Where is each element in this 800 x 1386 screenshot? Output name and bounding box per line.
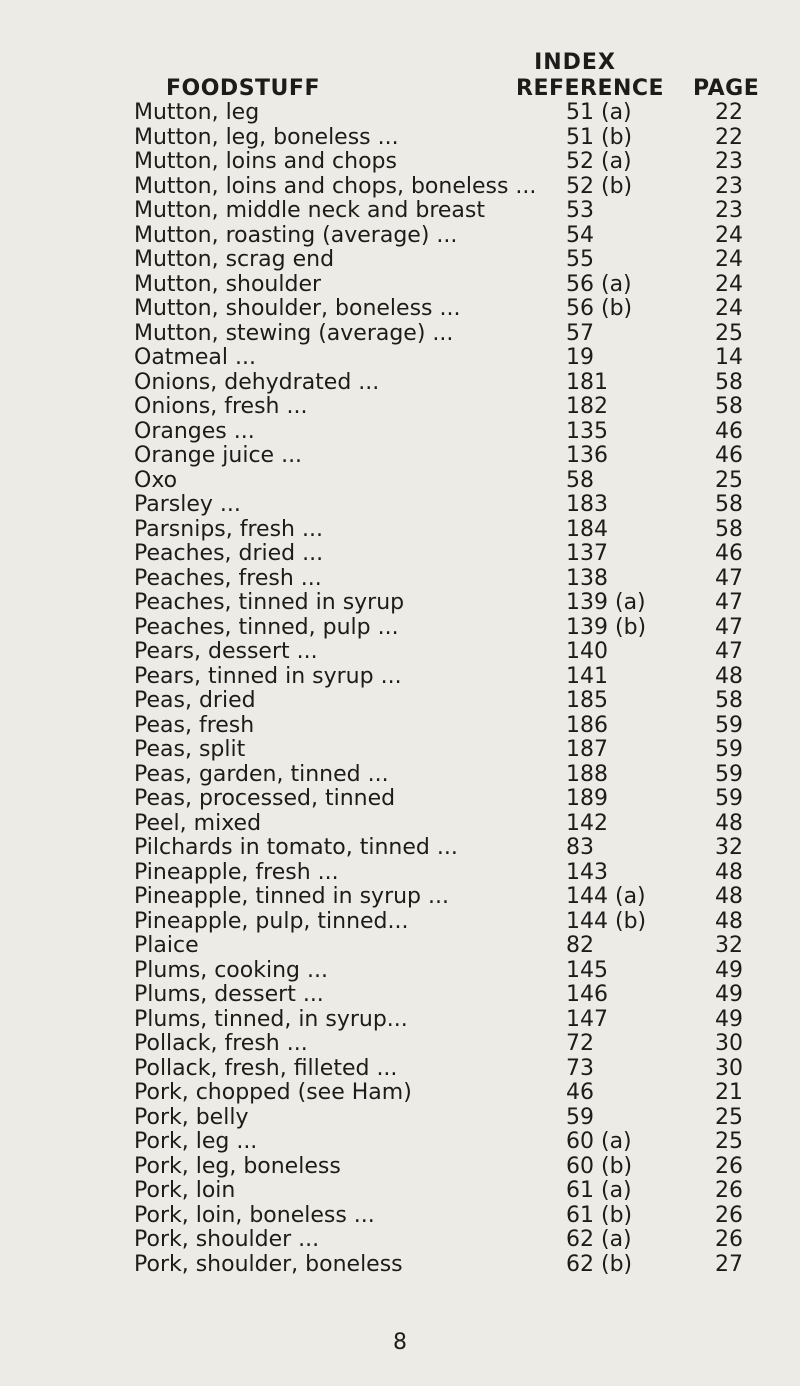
- table-row: [0, 567, 800, 592]
- foodstuff-cell: Pork, shoulder ...: [134, 1227, 320, 1252]
- page-cell: 49: [715, 957, 743, 983]
- foodstuff-cell: Pork, loin: [134, 1178, 236, 1203]
- page-cell: 25: [715, 1104, 743, 1130]
- table-row: [0, 959, 800, 984]
- foodstuff-cell: Oatmeal ...: [134, 345, 256, 370]
- table-row: [0, 420, 800, 445]
- foodstuff-cell: Peaches, fresh ...: [134, 565, 322, 591]
- reference-cell: 146: [566, 982, 608, 1007]
- reference-cell: 182: [566, 394, 608, 419]
- page-cell: 22: [715, 100, 743, 125]
- page-cell: 24: [715, 271, 743, 297]
- foodstuff-cell: Peas, split: [134, 737, 246, 762]
- reference-cell: 59: [566, 1104, 594, 1130]
- page-cell: 25: [715, 320, 743, 346]
- table-row: [0, 1130, 800, 1155]
- table-row: [0, 150, 800, 175]
- table-row: [0, 395, 800, 420]
- page-cell: 49: [715, 1006, 743, 1032]
- reference-cell: 187: [566, 737, 608, 762]
- table-row: [0, 101, 800, 126]
- foodstuff-cell: Mutton, shoulder, boneless ...: [134, 296, 461, 321]
- reference-cell: 60 (b): [566, 1153, 633, 1179]
- table-row: [0, 1032, 800, 1057]
- foodstuff-cell: Peas, processed, tinned: [134, 786, 396, 811]
- foodstuff-cell: Oxo: [134, 467, 178, 493]
- table-row: [0, 1106, 800, 1131]
- foodstuff-cell: Mutton, roasting (average) ...: [134, 222, 458, 248]
- table-row: [0, 1057, 800, 1082]
- page-cell: 46: [715, 443, 743, 468]
- reference-cell: 139 (a): [566, 590, 646, 615]
- foodstuff-cell: Mutton, scrag end: [134, 247, 335, 272]
- reference-cell: 141: [566, 663, 608, 689]
- table-row: [0, 738, 800, 763]
- foodstuff-cell: Peaches, tinned, pulp ...: [134, 614, 399, 640]
- page-cell: 26: [715, 1178, 743, 1203]
- table-row: [0, 444, 800, 469]
- foodstuff-cell: Oranges ...: [134, 418, 255, 444]
- reference-cell: 147: [566, 1006, 608, 1032]
- page-cell: 25: [715, 467, 743, 493]
- table-row: [0, 812, 800, 837]
- foodstuff-cell: Mutton, leg: [134, 100, 260, 125]
- index-table: [0, 101, 800, 1277]
- page-cell: 47: [715, 590, 743, 615]
- reference-cell: 55: [566, 247, 594, 272]
- page-cell: 27: [715, 1251, 743, 1277]
- table-row: [0, 248, 800, 273]
- page-cell: 14: [715, 345, 743, 370]
- table-row: [0, 542, 800, 567]
- reference-cell: 136: [566, 443, 608, 468]
- reference-cell: 139 (b): [566, 614, 647, 640]
- foodstuff-cell: Plums, dessert ...: [134, 982, 324, 1007]
- table-row: [0, 1228, 800, 1253]
- reference-cell: 62 (b): [566, 1251, 633, 1277]
- reference-cell: 51 (a): [566, 100, 632, 125]
- reference-cell: 61 (b): [566, 1202, 633, 1228]
- reference-cell: 135: [566, 418, 608, 444]
- foodstuff-cell: Mutton, loins and chops, boneless ...: [134, 173, 537, 199]
- foodstuff-cell: Peel, mixed: [134, 810, 262, 836]
- page-cell: 58: [715, 394, 743, 419]
- table-row: [0, 371, 800, 396]
- page-cell: 59: [715, 712, 743, 738]
- table-row: [0, 224, 800, 249]
- table-row: [0, 665, 800, 690]
- page-cell: 23: [715, 173, 743, 199]
- page-cell: 48: [715, 908, 743, 934]
- reference-cell: 140: [566, 639, 608, 664]
- reference-cell: 186: [566, 712, 608, 738]
- table-row: [0, 175, 800, 200]
- reference-cell: 57: [566, 320, 594, 346]
- foodstuff-cell: Mutton, loins and chops: [134, 149, 397, 174]
- page-cell: 58: [715, 492, 743, 517]
- table-row: [0, 714, 800, 739]
- table-row: [0, 493, 800, 518]
- reference-cell: 82: [566, 933, 594, 958]
- foodstuff-cell: Mutton, shoulder: [134, 271, 322, 297]
- page-cell: 47: [715, 565, 743, 591]
- reference-cell: 138: [566, 565, 608, 591]
- reference-cell: 54: [566, 222, 594, 248]
- reference-cell: 144 (b): [566, 908, 647, 934]
- foodstuff-cell: Parsley ...: [134, 492, 241, 517]
- reference-cell: 142: [566, 810, 608, 836]
- reference-cell: 83: [566, 835, 594, 860]
- page-cell: 23: [715, 149, 743, 174]
- page-cell: 25: [715, 1129, 743, 1154]
- foodstuff-cell: Plaice: [134, 933, 199, 958]
- table-row: [0, 689, 800, 714]
- page-cell: 58: [715, 688, 743, 713]
- page-cell: 24: [715, 247, 743, 272]
- foodstuff-cell: Mutton, middle neck and breast: [134, 198, 486, 223]
- reference-cell: 185: [566, 688, 608, 713]
- page-cell: 30: [715, 1055, 743, 1081]
- table-row: [0, 273, 800, 298]
- column-header-page: PAGE: [693, 76, 760, 101]
- foodstuff-cell: Pilchards in tomato, tinned ...: [134, 835, 458, 860]
- page-cell: 23: [715, 198, 743, 223]
- page-cell: 22: [715, 124, 743, 150]
- foodstuff-cell: Peas, garden, tinned ...: [134, 761, 389, 787]
- foodstuff-cell: Mutton, stewing (average) ...: [134, 320, 454, 346]
- page-cell: 47: [715, 614, 743, 640]
- foodstuff-cell: Onions, fresh ...: [134, 394, 308, 419]
- reference-cell: 145: [566, 957, 608, 983]
- reference-cell: 73: [566, 1055, 594, 1081]
- foodstuff-cell: Pork, loin, boneless ...: [134, 1202, 375, 1228]
- foodstuff-cell: Pork, leg, boneless: [134, 1153, 341, 1179]
- foodstuff-cell: Pineapple, fresh ...: [134, 859, 339, 885]
- page-cell: 48: [715, 663, 743, 689]
- table-row: [0, 1008, 800, 1033]
- table-row: [0, 346, 800, 371]
- page-cell: 26: [715, 1227, 743, 1252]
- reference-cell: 137: [566, 541, 608, 566]
- column-header-foodstuff: FOODSTUFF: [166, 76, 320, 101]
- page-cell: 48: [715, 859, 743, 885]
- foodstuff-cell: Pineapple, pulp, tinned...: [134, 908, 409, 934]
- page-cell: 48: [715, 810, 743, 836]
- foodstuff-cell: Pollack, fresh, filleted ...: [134, 1055, 398, 1081]
- page-cell: 59: [715, 761, 743, 787]
- page-cell: 48: [715, 884, 743, 909]
- reference-cell: 52 (a): [566, 149, 632, 174]
- foodstuff-cell: Parsnips, fresh ...: [134, 516, 323, 542]
- table-row: [0, 469, 800, 494]
- foodstuff-cell: Peaches, dried ...: [134, 541, 324, 566]
- table-row: [0, 836, 800, 861]
- foodstuff-cell: Peas, dried: [134, 688, 256, 713]
- foodstuff-cell: Pears, dessert ...: [134, 639, 318, 664]
- table-row: [0, 763, 800, 788]
- reference-cell: 46: [566, 1080, 594, 1105]
- table-row: [0, 1179, 800, 1204]
- reference-cell: 72: [566, 1031, 594, 1056]
- foodstuff-cell: Peas, fresh: [134, 712, 255, 738]
- reference-cell: 56 (a): [566, 271, 632, 297]
- page-cell: 58: [715, 369, 743, 395]
- page-cell: 21: [715, 1080, 743, 1105]
- reference-cell: 51 (b): [566, 124, 633, 150]
- reference-cell: 62 (a): [566, 1227, 632, 1252]
- page-cell: 59: [715, 786, 743, 811]
- table-row: [0, 199, 800, 224]
- foodstuff-cell: Pineapple, tinned in syrup ...: [134, 884, 449, 909]
- page-cell: 49: [715, 982, 743, 1007]
- table-row: [0, 1253, 800, 1278]
- table-row: [0, 616, 800, 641]
- reference-cell: 53: [566, 198, 594, 223]
- reference-cell: 61 (a): [566, 1178, 632, 1203]
- reference-cell: 188: [566, 761, 608, 787]
- reference-cell: 60 (a): [566, 1129, 632, 1154]
- foodstuff-cell: Plums, tinned, in syrup...: [134, 1006, 408, 1032]
- reference-cell: 144 (a): [566, 884, 646, 909]
- reference-cell: 184: [566, 516, 608, 542]
- foodstuff-cell: Pork, belly: [134, 1104, 249, 1130]
- table-row: [0, 322, 800, 347]
- reference-cell: 143: [566, 859, 608, 885]
- foodstuff-cell: Orange juice ...: [134, 443, 303, 468]
- table-row: [0, 934, 800, 959]
- table-row: [0, 518, 800, 543]
- page-cell: 24: [715, 296, 743, 321]
- foodstuff-cell: Peaches, tinned in syrup: [134, 590, 405, 615]
- reference-cell: 189: [566, 786, 608, 811]
- table-row: [0, 910, 800, 935]
- table-row: [0, 885, 800, 910]
- index-title: INDEX: [534, 50, 616, 75]
- page-number: 8: [393, 1330, 407, 1355]
- page-cell: 46: [715, 418, 743, 444]
- foodstuff-cell: Pears, tinned in syrup ...: [134, 663, 402, 689]
- table-row: [0, 787, 800, 812]
- table-row: [0, 983, 800, 1008]
- page-cell: 26: [715, 1153, 743, 1179]
- foodstuff-cell: Pork, chopped (see Ham): [134, 1080, 412, 1105]
- foodstuff-cell: Plums, cooking ...: [134, 957, 328, 983]
- table-row: [0, 1204, 800, 1229]
- reference-cell: 19: [566, 345, 594, 370]
- table-row: [0, 640, 800, 665]
- reference-cell: 58: [566, 467, 594, 493]
- table-row: [0, 591, 800, 616]
- foodstuff-cell: Pork, leg ...: [134, 1129, 258, 1154]
- reference-cell: 52 (b): [566, 173, 633, 199]
- page-cell: 59: [715, 737, 743, 762]
- reference-cell: 56 (b): [566, 296, 633, 321]
- page-cell: 24: [715, 222, 743, 248]
- table-row: [0, 1155, 800, 1180]
- page-cell: 30: [715, 1031, 743, 1056]
- page-cell: 47: [715, 639, 743, 664]
- page-cell: 26: [715, 1202, 743, 1228]
- page-cell: 32: [715, 835, 743, 860]
- reference-cell: 183: [566, 492, 608, 517]
- table-row: [0, 297, 800, 322]
- foodstuff-cell: Pollack, fresh ...: [134, 1031, 308, 1056]
- table-row: [0, 861, 800, 886]
- page-cell: 32: [715, 933, 743, 958]
- page-cell: 46: [715, 541, 743, 566]
- table-row: [0, 126, 800, 151]
- foodstuff-cell: Onions, dehydrated ...: [134, 369, 380, 395]
- reference-cell: 181: [566, 369, 608, 395]
- column-header-reference: REFERENCE: [516, 76, 665, 101]
- table-row: [0, 1081, 800, 1106]
- page-cell: 58: [715, 516, 743, 542]
- foodstuff-cell: Pork, shoulder, boneless: [134, 1251, 403, 1277]
- foodstuff-cell: Mutton, leg, boneless ...: [134, 124, 399, 150]
